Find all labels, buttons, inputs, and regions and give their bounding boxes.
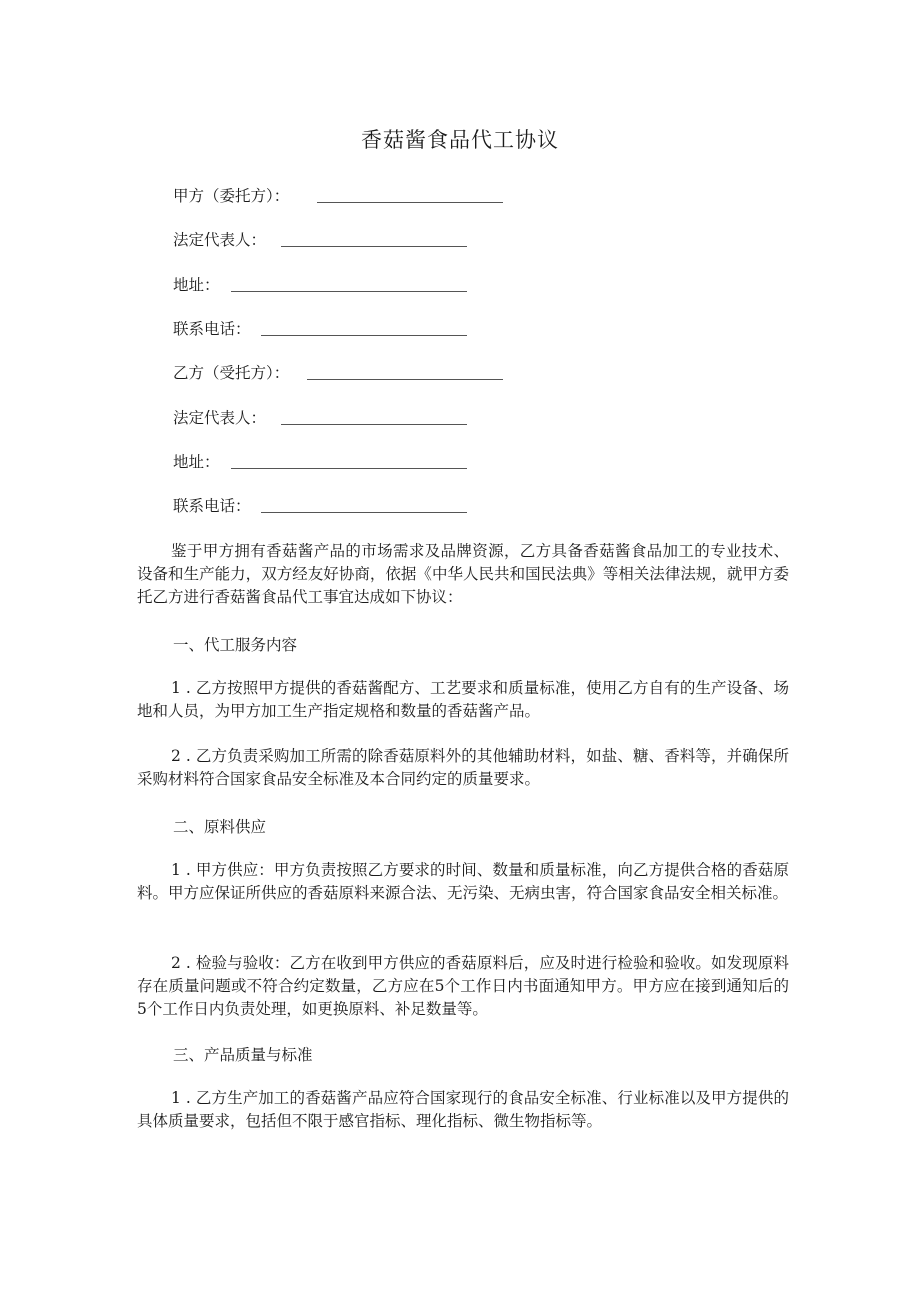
section-2-item-1: 1 . 甲方供应：甲方负责按照乙方要求的时间、数量和质量标准，向乙方提供合格的香菇原料。甲方应保证所供应的香菇原料来源合法、无污染、无病虫害，符合国家食品安全相关标准。 <box>137 861 789 902</box>
party-b-representative-field <box>173 408 266 428</box>
preamble-paragraph: 鉴于甲方拥有香菇酱产品的市场需求及品牌资源，乙方具备香菇酱食品加工的专业技术、设备和生产能力，双方经友好协商，依据《中华人民共和国民法典》等相关法律法规，就甲方委托乙方进行香菇酱食品代工事宜达成如下协议： <box>137 542 789 606</box>
field-label: 法定代表人： <box>173 409 267 427</box>
field-label: 乙方（受托方）： <box>173 364 290 382</box>
party-a-phone-field <box>173 319 251 339</box>
party-a-representative-field <box>173 230 266 250</box>
blank-line <box>317 202 503 203</box>
party-b-name-field <box>173 363 289 383</box>
field-label: 地址： <box>173 276 220 294</box>
blank-line <box>231 468 467 469</box>
field-label: 联系电话： <box>173 497 251 515</box>
blank-line <box>261 335 467 336</box>
section-heading-1: 一、代工服务内容 <box>173 636 298 654</box>
section-heading-3: 三、产品质量与标准 <box>173 1046 313 1064</box>
field-label: 地址： <box>173 453 220 471</box>
blank-line <box>281 246 467 247</box>
field-label: 甲方（委托方）： <box>173 187 290 205</box>
section-1-item-2: 2 . 乙方负责采购加工所需的除香菇原料外的其他辅助材料，如盐、糖、香料等，并确保所采购材料符合国家食品安全标准及本合同约定的质量要求。 <box>137 747 789 788</box>
party-a-address-field <box>173 275 220 295</box>
party-a-name-field <box>173 186 289 206</box>
blank-line <box>231 291 467 292</box>
blank-line <box>281 424 467 425</box>
party-b-address-field <box>173 452 220 472</box>
section-1-item-1: 1 . 乙方按照甲方提供的香菇酱配方、工艺要求和质量标准，使用乙方自有的生产设备、场地和人员，为甲方加工生产指定规格和数量的香菇酱产品。 <box>137 679 789 720</box>
field-label: 法定代表人： <box>173 231 267 249</box>
section-heading-2: 二、原料供应 <box>173 818 267 836</box>
blank-line <box>261 512 467 513</box>
blank-line <box>307 379 503 380</box>
party-b-phone-field <box>173 496 251 516</box>
document-title: 香菇酱食品代工协议 <box>361 128 559 152</box>
field-label: 联系电话： <box>173 320 251 338</box>
section-3-item-1: 1 . 乙方生产加工的香菇酱产品应符合国家现行的食品安全标准、行业标准以及甲方提供的具体质量要求，包括但不限于感官指标、理化指标、微生物指标等。 <box>137 1089 789 1130</box>
section-2-item-2: 2 . 检验与验收：乙方在收到甲方供应的香菇原料后，应及时进行检验和验收。如发现原料存在质量问题或不符合约定数量，乙方应在5个工作日内书面通知甲方。甲方应在接到通知后的5个工作日内负责处理，如更换原料、补足数量等。 <box>137 954 789 1018</box>
